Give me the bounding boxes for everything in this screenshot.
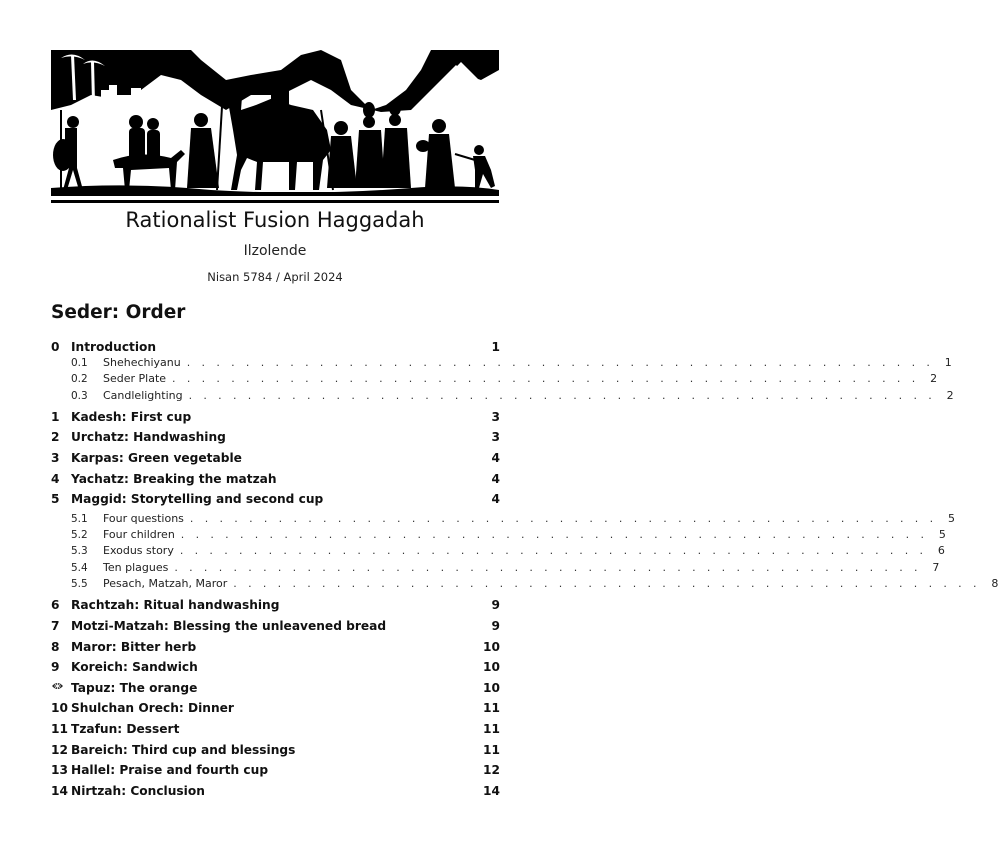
toc-leader: . . . . . . . . . . . . . . . . . . . . . . . . . . . . . . . . . . . . . . . . . . . . . . . . . . . (186, 356, 934, 369)
toc-chapter-title: Rachtzah: Ritual handwashing (71, 598, 280, 613)
toc-section-title: Candlelighting (103, 388, 183, 402)
orange-slice-icon (51, 679, 71, 697)
toc-chapter-title: Shulchan Orech: Dinner (71, 701, 234, 716)
toc-chapter-number: 0 (51, 340, 60, 354)
toc-leader: . . . . . . . . . . . . . . . . . . . . . . . . . . . . . . . . . . . . . . . . . . . . . . . . . . . (174, 560, 922, 574)
toc-page-number: 2 (946, 388, 954, 402)
toc-page-number: 10 (483, 660, 500, 675)
toc-chapter-title: Hallel: Praise and fourth cup (71, 763, 269, 778)
toc-chapter-entry[interactable] (51, 408, 500, 429)
toc-chapter-title: Bareich: Third cup and blessings (71, 742, 296, 757)
toc-section-title: Exodus story (103, 544, 174, 558)
toc-page-number: 6 (937, 544, 945, 558)
toc-page-number: 10 (483, 639, 500, 654)
toc-chapter-entry[interactable] (51, 470, 500, 491)
toc-section-title: Shehechiyanu (103, 356, 181, 369)
toc-page-number: 11 (483, 701, 500, 716)
toc-chapter-title: Nirtzah: Conclusion (71, 783, 205, 798)
toc-leader: . . . . . . . . . . . . . . . . . . . . . . . . . . . . . . . . . . . . . . . . . . . . . . . . . . . (188, 388, 936, 402)
toc-section-entry[interactable] (51, 543, 945, 559)
toc-section-title: Ten plagues (103, 560, 169, 574)
toc-chapter-number: 12 (51, 742, 68, 757)
toc-chapter-number: 6 (51, 598, 60, 613)
toc-page-number: 4 (491, 471, 500, 486)
author-name: Ilzolende (243, 243, 307, 259)
toc-chapter-entry[interactable] (51, 638, 500, 659)
toc-page-number: 11 (483, 742, 500, 757)
toc-page-number: 1 (491, 340, 500, 354)
toc-section-number: 0.1 (71, 357, 88, 369)
toc-chapter-entry[interactable] (51, 617, 500, 638)
table-of-contents (51, 338, 998, 802)
toc-chapter-title: Maror: Bitter herb (71, 639, 197, 654)
toc-chapter-number: 2 (51, 430, 60, 445)
toc-section-number: 5.4 (71, 561, 88, 574)
toc-page-number: 8 (991, 577, 998, 591)
toc-chapter-title: Introduction (71, 340, 157, 354)
toc-chapter-entry[interactable] (51, 699, 500, 720)
toc-page-number: 3 (491, 430, 500, 445)
toc-page-number: 3 (491, 409, 500, 424)
toc-page-number: 12 (483, 763, 500, 778)
toc-section-entry[interactable] (51, 355, 952, 371)
toc-chapter-number: 10 (51, 701, 68, 716)
toc-page-number: 4 (491, 492, 500, 507)
toc-chapter-number: 9 (51, 660, 60, 675)
toc-page-number: 5 (938, 528, 946, 542)
toc-page-number: 7 (932, 560, 940, 574)
toc-leader: . . . . . . . . . . . . . . . . . . . . . . . . . . . . . . . . . . . . . . . . . . . . . . . . . . . (189, 511, 937, 525)
toc-section-title: Seder Plate (103, 372, 167, 386)
toc-page-number: 14 (483, 783, 500, 798)
toc-chapter-entry[interactable] (51, 741, 500, 762)
toc-chapter-entry[interactable] (51, 490, 500, 511)
toc-section-entry[interactable] (51, 371, 938, 387)
toc-page-number: 2 (930, 372, 938, 386)
toc-chapter-number: 4 (51, 471, 60, 486)
toc-section-title: Four questions (103, 511, 184, 525)
toc-chapter-title: Yachatz: Breaking the matzah (71, 471, 277, 486)
toc-section-entry[interactable] (51, 576, 998, 592)
toc-page-number: 11 (483, 721, 500, 736)
toc-page-number: 9 (491, 618, 500, 633)
toc-chapter-title: Karpas: Green vegetable (71, 451, 242, 466)
toc-chapter-title: Tapuz: The orange (71, 680, 198, 695)
toc-chapter-entry[interactable] (51, 782, 500, 803)
contents-heading: Seder: Order (51, 302, 186, 323)
toc-section-number: 5.5 (71, 578, 88, 591)
toc-section-entry[interactable] (51, 388, 954, 404)
toc-page-number: 5 (947, 511, 955, 525)
toc-chapter-title: Urchatz: Handwashing (71, 430, 226, 445)
toc-chapter-title: Koreich: Sandwich (71, 660, 198, 675)
toc-chapter-number: 13 (51, 763, 68, 778)
toc-chapter-number: 7 (51, 618, 60, 633)
toc-chapter-title: Tzafun: Dessert (71, 721, 180, 736)
toc-chapter-entry[interactable] (51, 720, 500, 741)
exodus-banner-image (51, 50, 499, 203)
toc-chapter-number: 14 (51, 783, 68, 798)
toc-page-number: 10 (483, 680, 500, 695)
toc-chapter-entry[interactable] (51, 428, 500, 449)
toc-section-entry[interactable] (51, 560, 940, 576)
toc-section-number: 5.1 (71, 512, 88, 525)
toc-chapter-entry[interactable] (51, 449, 500, 470)
toc-page-number: 4 (491, 451, 500, 466)
toc-section-number: 0.3 (71, 389, 88, 402)
toc-chapter-number: 3 (51, 451, 60, 466)
document-title: Rationalist Fusion Haggadah (125, 208, 425, 232)
toc-leader: . . . . . . . . . . . . . . . . . . . . . . . . . . . . . . . . . . . . . . . . . . . . . . . . . . . (179, 544, 927, 558)
toc-chapter-title: Maggid: Storytelling and second cup (71, 492, 324, 507)
toc-leader: . . . . . . . . . . . . . . . . . . . . . . . . . . . . . . . . . . . . . . . . . . . . . . . . . . . (180, 528, 928, 542)
toc-chapter-number: 8 (51, 639, 60, 654)
toc-section-number: 5.2 (71, 529, 88, 542)
document-date: Nisan 5784 / April 2024 (207, 270, 343, 284)
toc-chapter-entry[interactable] (51, 338, 500, 355)
toc-chapter-entry[interactable] (51, 596, 500, 617)
toc-section-number: 5.3 (71, 545, 88, 558)
toc-chapter-number: 11 (51, 721, 68, 736)
toc-section-title: Pesach, Matzah, Maror (103, 577, 228, 591)
toc-leader: . . . . . . . . . . . . . . . . . . . . . . . . . . . . . . . . . . . . . . . . . . . . . . . . . . . (172, 372, 920, 386)
toc-page-number: 1 (944, 356, 952, 369)
toc-section-number: 0.2 (71, 373, 88, 386)
toc-leader: . . . . . . . . . . . . . . . . . . . . . . . . . . . . . . . . . . . . . . . . . . . . . . . . . . . (233, 577, 981, 591)
toc-section-title: Four children (103, 528, 175, 542)
toc-chapter-entry[interactable] (51, 679, 500, 700)
toc-chapter-number: 1 (51, 409, 60, 424)
toc-chapter-entry[interactable] (51, 761, 500, 782)
toc-chapter-number: 5 (51, 492, 60, 507)
toc-section-entry[interactable] (51, 511, 955, 527)
toc-chapter-title: Kadesh: First cup (71, 409, 192, 424)
toc-page-number: 9 (491, 598, 500, 613)
toc-section-entry[interactable] (51, 527, 946, 543)
toc-chapter-title: Motzi-Matzah: Blessing the unleavened bread (71, 618, 387, 633)
toc-chapter-entry[interactable] (51, 658, 500, 679)
